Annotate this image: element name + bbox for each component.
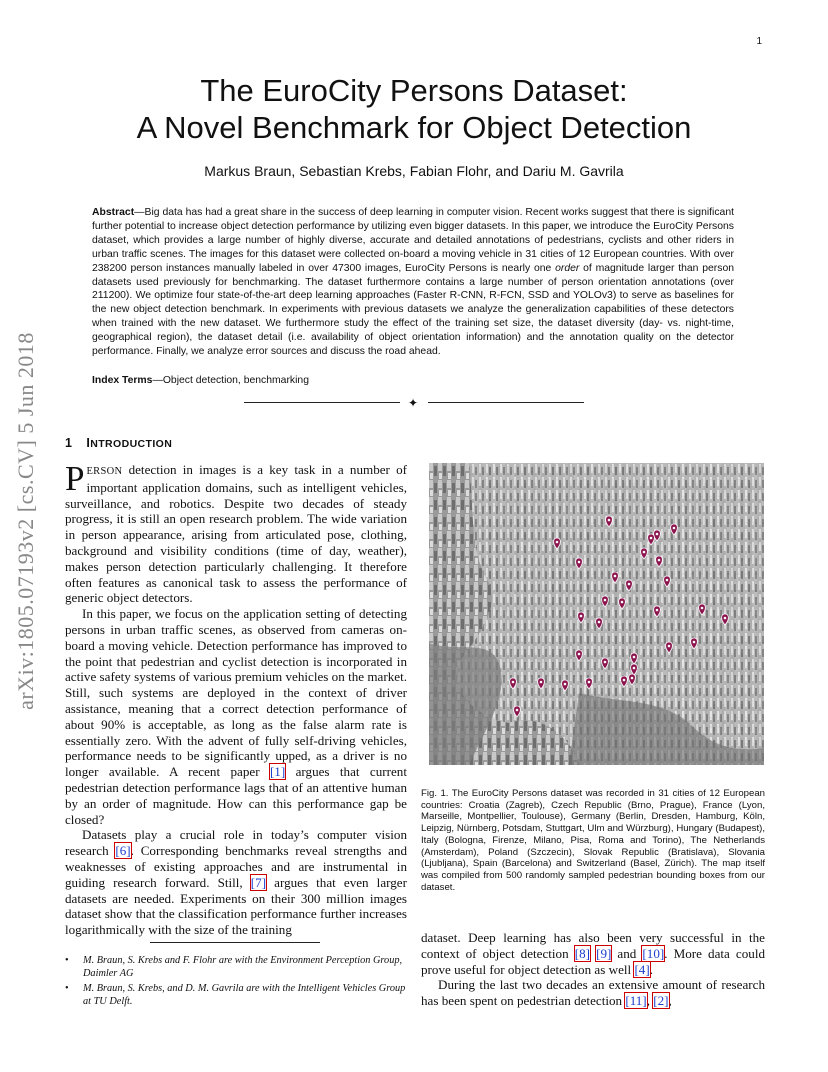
map-pin-dot: [556, 541, 559, 544]
map-image: [429, 463, 764, 765]
intro-p3-text-a: Datasets play a crucial role in today’s computer vision research: [65, 827, 407, 859]
map-pin-dot: [623, 679, 626, 682]
section-divider: [244, 397, 584, 409]
citation-link[interactable]: [2]: [653, 993, 669, 1009]
citation-link[interactable]: [6]: [115, 843, 131, 859]
abstract-text-b: of magnitude larger than person datasets used previously for benchmarking. The dataset furthermore contains a large number of person orientation annotations (over 211200). We optimize four state-of-the-art deep learning approaches (Faster R-CNN, R-FCN, SSD and YOLOv3) to serve as baselines for the new object detection benchmark. In experiments with previous datasets we analyze the generalization capabilities of these detectors when trained with the new dataset. We furthermore study the effect of the training set size, the dataset diversity (day- vs. night-time, geographical region), the dataset detail (i.e. availability of object orientation information) and the annotation quality on the detector performance. Finally, we analyze error sources and discuss the road ahead.: [92, 262, 735, 358]
section-heading: [65, 436, 172, 450]
intro-p2-end: argues that current pedestrian detection performance lags that of an attentive human by an order of magnitude. How can this performance gap be closed?: [65, 764, 407, 827]
citation-link[interactable]: [1]: [269, 764, 286, 780]
citation-link[interactable]: [10]: [642, 945, 665, 961]
map-pin-dot: [666, 579, 669, 582]
intro-p1-text: detection in images is a key task in a number of important application domains, such as intelligent vehicles, surveillance, and robotics. Despite two decades of steady progress, it is still an open research problem. The wide variation in person appearance, arising from articulated pose, clothing, background and visibility conditions (time of day, weather), makes person detection particularly challenging. It therefore often features as canonical task to assess the performance of generic object detectors.: [65, 462, 407, 606]
arxiv-stamp: arXiv:1805.07193v2 [cs.CV] 5 Jun 2018: [13, 332, 38, 710]
footnote: [65, 982, 407, 1008]
map-pin-dot: [564, 683, 567, 686]
map-pin-dot: [656, 609, 659, 612]
map-pin-dot: [578, 561, 581, 564]
intro-smallcaps: ERSON: [86, 466, 123, 477]
intro-paragraph-2: [65, 606, 407, 827]
map-pin-dot: [628, 583, 631, 586]
citation-link[interactable]: [9]: [596, 945, 612, 961]
divider-diamond-icon: ✦: [408, 396, 419, 410]
title-line-1: The EuroCity Persons Dataset:: [200, 73, 628, 108]
intro-paragraph-3: [65, 827, 407, 938]
index-terms-label: Index Terms: [92, 375, 153, 386]
footnote-text: M. Braun, S. Krebs and F. Flohr are with the Environment Perception Group, Daimler AG: [83, 955, 403, 979]
divider-line-left: [244, 402, 400, 403]
map-pin-dot: [580, 615, 583, 618]
map-pin-dot: [631, 677, 634, 680]
abstract-text-a: —Big data has had a great share in the success of deep learning in computer vision. Recent works suggest that there is significant further potential to increase object detection performance by utilizing even bigger datasets. In this paper, we introduce the EuroCity Persons dataset, which provides a large number of highly diverse, accurate and detailed annotations of pedestrians, cyclists and other riders in urban traffic scenes. The images for this dataset were collected on-board a moving vehicle in 31 cities of 12 European countries. With over 238200 person instances manually labeled in over 47300 images, EuroCity Persons is nearly one: [92, 207, 734, 274]
map-pin-dot: [673, 527, 676, 530]
intro-p3-text-c: argues that even larger datasets are needed. Experiments on their 300 million images dataset show that the classification performance further increases logarithmically with the size of the training: [65, 874, 407, 938]
map-pin-dot: [598, 621, 601, 624]
map-pin-dot: [604, 599, 607, 602]
map-pin-dot: [633, 656, 636, 659]
citation-link[interactable]: [11]: [625, 993, 647, 1009]
map-pin-dot: [650, 537, 653, 540]
intro-p2-text: In this paper, we focus on the application setting of detecting persons in urban traffic scenes, as observed from cameras on-board a moving vehicle. Detection performance has improved to the point that pedestrian and cyclist detection is incorporated in active safety systems of various premium vehicles on the market. Still, such systems are deployed in the context of driver assistance, meaning that a correct detection performance of about 90% is acceptable, as long as the false alarm rate is essentially zero. With the advent of fully self-driving vehicles, performance needs to be significantly upped, as a driver is no longer available. A recent paper: [65, 606, 407, 780]
right-p2-text-a: During the last two decades an extensive amount of research has been spent on pedestrian detection: [421, 977, 765, 1009]
map-pin-dot: [588, 681, 591, 684]
page-number: 1: [756, 36, 762, 47]
map-pin-dot: [614, 575, 617, 578]
map-pin-dot: [668, 645, 671, 648]
right-p1-text-c: . More data could prove useful for object detection as well: [421, 945, 765, 977]
map-pin-dot: [658, 559, 661, 562]
footnote-text: M. Braun, S. Krebs, and D. M. Gavrila are with the Intelligent Vehicles Group at TU Delft.: [83, 983, 406, 1007]
map-pin-dot: [516, 709, 519, 712]
map-pin-dot: [643, 551, 646, 554]
map-pin-dot: [633, 667, 636, 670]
abstract-label: Abstract: [92, 207, 135, 218]
map-pin-dot: [724, 617, 727, 620]
right-p1-text-a: dataset. Deep learning has also been very successful in the context of object detection: [421, 930, 765, 961]
map-pin-dot: [608, 519, 611, 522]
right-p1-text-d: .: [649, 961, 653, 977]
right-p1-text-b: and: [611, 945, 643, 961]
paper-title: [0, 72, 828, 146]
section-first-letter: I: [86, 436, 91, 450]
intro-paragraph-1: [65, 459, 407, 606]
footnotes: [65, 954, 407, 1010]
author-list: Markus Braun, Sebastian Krebs, Fabian Flohr, and Dariu M. Gavrila: [204, 163, 624, 179]
abstract: [92, 206, 734, 359]
right-paragraph-1: [421, 930, 765, 977]
europe-map-figure: [429, 463, 764, 765]
index-terms: [92, 375, 309, 386]
map-pin-dot: [656, 533, 659, 536]
citation-link[interactable]: [7]: [250, 874, 267, 890]
drop-cap: P: [65, 459, 85, 498]
citation-link[interactable]: [8]: [574, 945, 590, 961]
map-pin-dot: [512, 681, 515, 684]
footnote-bullet: •: [65, 955, 69, 966]
map-pin-dot: [578, 653, 581, 656]
index-terms-text: —Object detection, benchmarking: [152, 375, 309, 386]
section-title-rest: NTRODUCTION: [90, 438, 173, 450]
citation-link[interactable]: [4]: [634, 961, 650, 977]
map-pin-dot: [701, 607, 704, 610]
section-number: 1: [65, 436, 73, 450]
title-line-2: A Novel Benchmark for Object Detection: [136, 110, 692, 145]
right-p2-text-b: ,: [668, 993, 672, 1009]
map-pin-dot: [604, 661, 607, 664]
footnote: [65, 954, 407, 980]
abstract-emphasis: order: [555, 262, 580, 274]
intro-p3-text-b: . Corresponding benchmarks reveal strengths and weaknesses of existing approaches and are instrumental in guiding research forward. Still,: [65, 843, 407, 890]
map-pin-dot: [693, 641, 696, 644]
map-pin-dot: [540, 681, 543, 684]
divider-line-right: [428, 402, 584, 403]
footnote-rule: [150, 942, 320, 943]
figure-caption: Fig. 1. The EuroCity Persons dataset was recorded in 31 cities of 12 European countries: Croatia (Zagreb), Czech Republic (Brno, Prague), France (Lyon, Marseille, Montpellier, Toulouse), Germany (Berlin, Dresden, Hamburg, Köln, Leipzig, Nürnberg, Potsdam, Stuttgart, Ulm and Würzburg), Hungary (Budapest), Italy (Bologna, Firenze, Milano, Pisa, Roma and Torino), The Netherlands (Amsterdam), Poland (Szczecin), Slovak Republic (Bratislava), Slovania (Ljubljana), Spain (Barcelona) and Switzerland (Basel, Zürich). The map itself was compiled from 500 randomly sampled pedestrian bounding boxes from our dataset.: [421, 788, 765, 893]
footnote-bullet: •: [65, 983, 69, 994]
map-pin-dot: [621, 601, 624, 604]
left-column-body: [65, 459, 407, 938]
right-column-body: [421, 930, 765, 1009]
right-paragraph-2: During the last two decades an extensive amount of research has been spent on pedestrian detection [11], [2],: [421, 977, 765, 1009]
